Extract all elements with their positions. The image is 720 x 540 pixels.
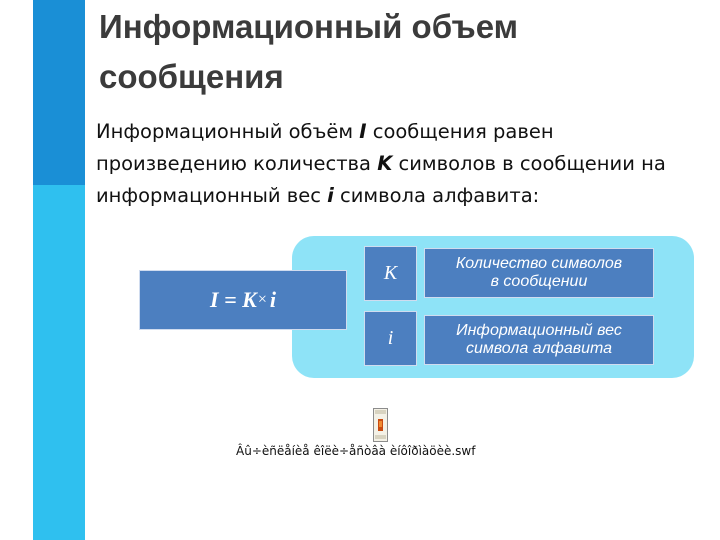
- legend-desc-i-line1: Информационный вес: [456, 322, 622, 339]
- legend-desc-k-line1: Количество символов: [455, 255, 623, 272]
- var-i: i: [327, 184, 334, 207]
- legend-desc-k: [424, 248, 654, 298]
- formula-times: ×: [257, 291, 267, 308]
- text-part-4: символа алфавита:: [333, 184, 540, 207]
- title-line-2: сообщения: [99, 58, 284, 95]
- accent-bar-top: [33, 0, 85, 185]
- legend-symbol-i: i: [364, 311, 417, 366]
- accent-bar-bottom: [33, 185, 85, 540]
- swf-file-name[interactable]: Âû÷èñëåíèå êîëè÷åñòâà èíôîðìàöèè.swf: [236, 444, 476, 458]
- legend-desc-i-line2: символа алфавита: [465, 340, 613, 357]
- legend-desc-i: [424, 315, 654, 365]
- formula-k: K: [242, 287, 257, 312]
- formula-lhs: I: [210, 287, 219, 312]
- title-line-1: Информационный объем: [99, 8, 519, 45]
- text-part-1: Информационный объём: [96, 120, 360, 143]
- definition-text: [96, 116, 706, 212]
- slide-title: [99, 2, 699, 102]
- text-part-2: сообщения равен произведению количества: [96, 120, 554, 175]
- var-I: I: [359, 120, 367, 143]
- text-part-3: символов в сообщении на информационный вес: [96, 152, 666, 207]
- swf-file-icon[interactable]: [373, 408, 388, 442]
- legend-symbol-k: K: [364, 246, 417, 301]
- formula-equals: =: [218, 287, 243, 312]
- formula-i: i: [269, 287, 276, 312]
- formula-box: [139, 270, 347, 330]
- var-K: K: [377, 152, 393, 175]
- legend-desc-k-line2: в сообщении: [490, 273, 588, 290]
